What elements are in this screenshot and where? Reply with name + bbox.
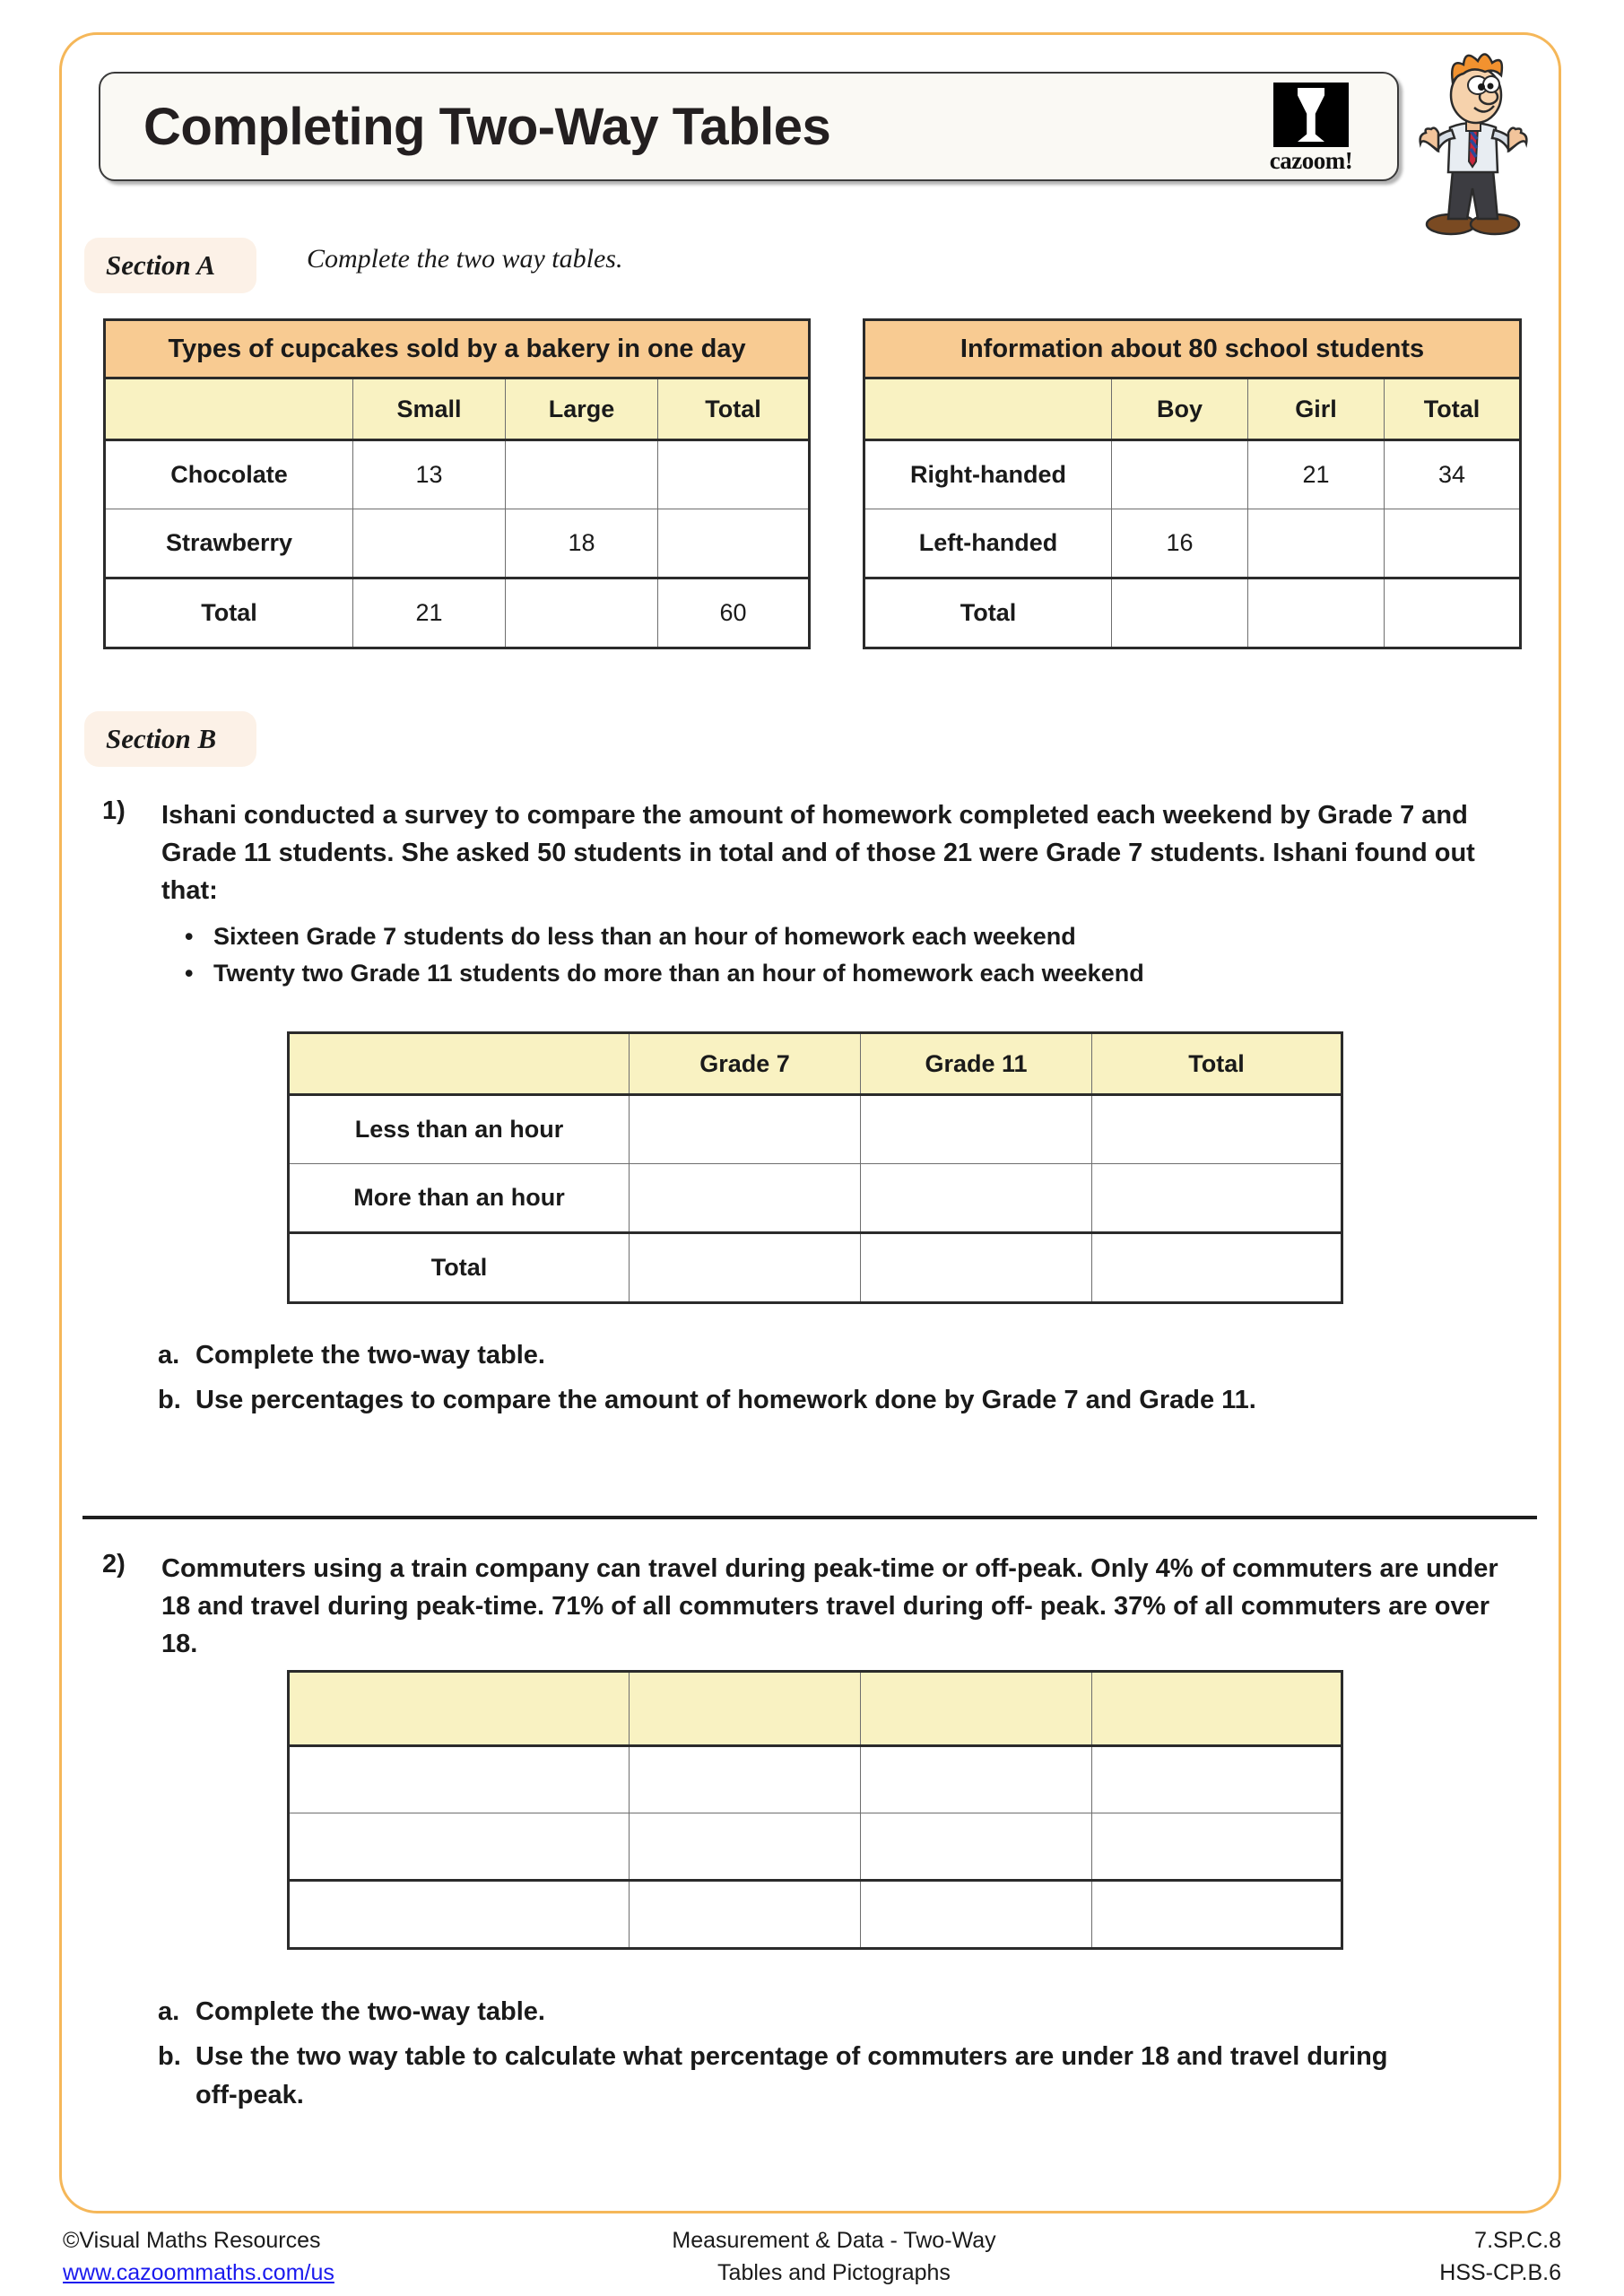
cell-r1-c3[interactable] [1092,1746,1342,1813]
cell-less-grade-7[interactable] [630,1095,861,1164]
section-a-instruction: Complete the two way tables. [307,244,623,274]
subquestion-b [158,2038,1431,2116]
section-b-badge: Section B [84,711,256,767]
cell-left-handed-girl[interactable] [1248,509,1385,578]
section-a-badge: Section A [84,238,256,293]
subquestion-a [158,1993,1431,2032]
cell-left-handed-boy[interactable]: 16 [1112,509,1248,578]
question-2-text: Commuters using a train company can travel during peak-time or off-peak. Only 4% of commuters are under 18 and travel during peak-time. 71% of all commuters travel during off- peak. 37% of all commuters are over 18. [161,1554,1498,1659]
subquestion-a-letter: a. [158,1341,180,1370]
subquestion-a-text: Complete the two-way table. [195,1341,545,1370]
header-corner[interactable] [289,1672,630,1746]
cell-total-grade-7[interactable] [630,1233,861,1303]
cell-right-handed-boy[interactable] [1112,440,1248,509]
row-label-left-handed: Left-handed [864,509,1112,578]
header-corner [289,1033,630,1095]
cell-chocolate-small[interactable]: 13 [353,440,506,509]
table-students [863,318,1522,649]
question-2-number: 2) [102,1550,126,1578]
row-label-total: Total [105,578,353,648]
column-header-total: Total [1092,1033,1342,1095]
subquestion-b-letter: b. [158,2041,181,2071]
column-header-grade-7: Grade 7 [630,1033,861,1095]
row-label-total: Total [289,1233,630,1303]
table-row [289,1164,1342,1233]
cell-strawberry-large[interactable]: 18 [506,509,658,578]
cell-more-total[interactable] [1092,1164,1342,1233]
cell-left-handed-total[interactable] [1385,509,1521,578]
row-label-chocolate: Chocolate [105,440,353,509]
standard-code-2: HSS-CP.B.6 [1439,2260,1561,2286]
footer-standard-codes [1439,2224,1561,2290]
cazoom-wordmark: cazoom! [1269,147,1353,174]
row-label-more-than-an-hour: More than an hour [289,1164,630,1233]
subquestion-b [158,1381,1431,1421]
table-row [105,440,810,509]
cell-total-small[interactable]: 21 [353,578,506,648]
cell-more-grade-11[interactable] [861,1164,1092,1233]
cell-less-total[interactable] [1092,1095,1342,1164]
column-header-total: Total [658,378,810,440]
mascot-icon [1408,45,1538,238]
question-1-text: Ishani conducted a survey to compare the amount of homework completed each weekend by Grade 7 and Grade 11 students. She asked 50 students in total and of those 21 were Grade 7 students. Ishani found out that: [161,801,1475,906]
table-row-total [289,1233,1342,1303]
cell-r3-c1[interactable] [630,1881,861,1949]
row-label-less-than-an-hour: Less than an hour [289,1095,630,1164]
table-row-header [289,1033,1342,1095]
standard-code-1: 7.SP.C.8 [1474,2228,1561,2253]
cell-r1-c1[interactable] [630,1746,861,1813]
cell-total-grade-11[interactable] [861,1233,1092,1303]
table-row-header [864,378,1521,440]
table-commuters [287,1670,1343,1950]
cell-total-girl[interactable] [1248,578,1385,648]
subquestion-a-letter: a. [158,1997,180,2026]
table-row-header [289,1672,1342,1746]
table-row [105,509,810,578]
footer-left [63,2224,334,2290]
column-header-girl: Girl [1248,378,1385,440]
cell-right-handed-total[interactable]: 34 [1385,440,1521,509]
cell-right-handed-girl[interactable]: 21 [1248,440,1385,509]
cell-total-total[interactable] [1092,1233,1342,1303]
table-homework [287,1031,1343,1304]
table-row-title [105,320,810,378]
cell-chocolate-large[interactable] [506,440,658,509]
cell-r2-c1[interactable] [630,1813,861,1881]
list-item: • Twenty two Grade 11 students do more than an hour of homework each weekend [204,955,1541,992]
table-cupcakes [103,318,811,649]
list-item: • Sixteen Grade 7 students do less than an hour of homework each weekend [204,918,1541,955]
cell-total-large[interactable] [506,578,658,648]
cell-more-grade-7[interactable] [630,1164,861,1233]
table-row [289,1813,1342,1881]
question-2-subquestions [158,1993,1431,2121]
cell-total-total[interactable] [1385,578,1521,648]
worksheet-title-box [99,72,1399,181]
table-row [289,1746,1342,1813]
cell-strawberry-small[interactable] [353,509,506,578]
cell-strawberry-total[interactable] [658,509,810,578]
column-header-large: Large [506,378,658,440]
copyright-text: ©Visual Maths Resources [63,2228,321,2253]
question-1-subquestions [158,1336,1431,1425]
table-row [289,1095,1342,1164]
table-row-header [105,378,810,440]
subquestion-a-text: Complete the two-way table. [195,1997,545,2026]
cell-r3-c2[interactable] [861,1881,1092,1949]
cazoom-hourglass-icon [1273,83,1349,147]
question-1-bullets [178,918,1541,991]
table-row-total [105,578,810,648]
cell-r2-c2[interactable] [861,1813,1092,1881]
cell-total-total[interactable]: 60 [658,578,810,648]
cell-total-boy[interactable] [1112,578,1248,648]
header-corner [864,378,1112,440]
row-label-blank-2[interactable] [289,1813,630,1881]
subquestion-b-letter: b. [158,1385,181,1414]
footer-topic [628,2224,1040,2290]
cell-r3-c3[interactable] [1092,1881,1342,1949]
table-row [864,509,1521,578]
table-row [864,440,1521,509]
column-header-total: Total [1385,378,1521,440]
table-row-total [289,1881,1342,1949]
topic-line-1: Measurement & Data - Two-Way [672,2228,996,2253]
table-row-title [864,320,1521,378]
subquestion-b-text: Use percentages to compare the amount of homework done by Grade 7 and Grade 11. [195,1385,1256,1414]
subquestion-a [158,1336,1431,1376]
cell-r1-c2[interactable] [861,1746,1092,1813]
column-header-blank-3[interactable] [1092,1672,1342,1746]
page-title: Completing Two-Way Tables [143,97,831,156]
question-1-number: 1) [102,796,126,825]
row-label-total: Total [864,578,1112,648]
cell-less-grade-11[interactable] [861,1095,1092,1164]
column-header-small: Small [353,378,506,440]
subquestion-b-text: Use the two way table to calculate what percentage of commuters are under 18 and travel during off-peak. [195,2041,1388,2109]
row-label-blank-3[interactable] [289,1881,630,1949]
cell-r2-c3[interactable] [1092,1813,1342,1881]
column-header-blank-1[interactable] [630,1672,861,1746]
row-label-strawberry: Strawberry [105,509,353,578]
table-title: Information about 80 school students [864,320,1521,378]
cell-chocolate-total[interactable] [658,440,810,509]
header-corner [105,378,353,440]
column-header-boy: Boy [1112,378,1248,440]
row-label-right-handed: Right-handed [864,440,1112,509]
cazoom-logo [1257,83,1365,176]
website-link[interactable]: www.cazoommaths.com/us [63,2260,334,2286]
column-header-blank-2[interactable] [861,1672,1092,1746]
row-label-blank-1[interactable] [289,1746,630,1813]
column-header-grade-11: Grade 11 [861,1033,1092,1095]
question-divider [83,1516,1537,1519]
topic-line-2: Tables and Pictographs [717,2260,951,2286]
table-title: Types of cupcakes sold by a bakery in one day [105,320,810,378]
table-row-total [864,578,1521,648]
